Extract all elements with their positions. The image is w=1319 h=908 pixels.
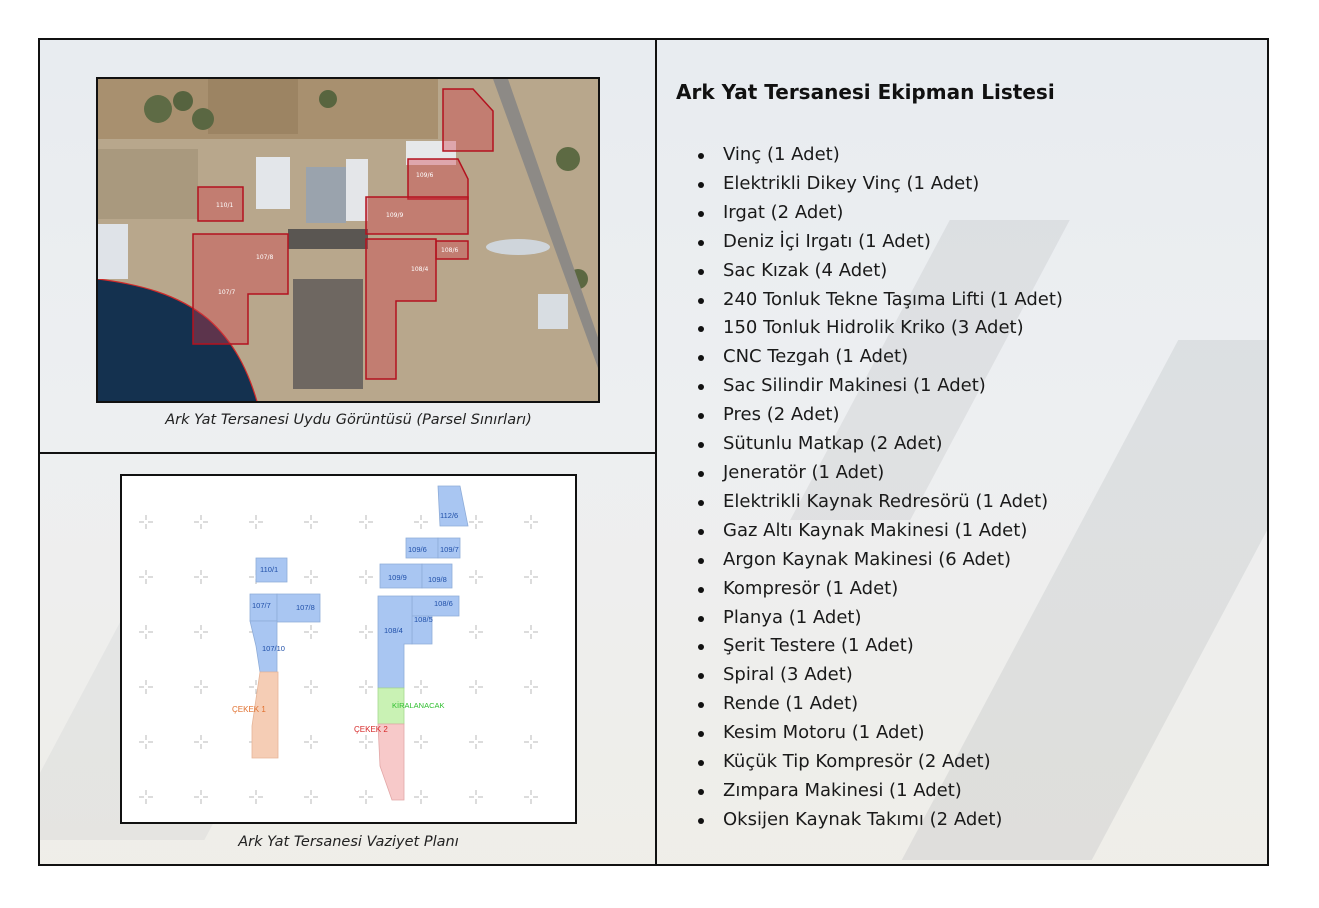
equipment-item: Elektrikli Kaynak Redresörü (1 Adet) bbox=[684, 488, 1063, 517]
site-plan-caption: Ark Yat Tersanesi Vaziyet Planı bbox=[238, 834, 459, 850]
slipway-2-label: ÇEKEK 2 bbox=[354, 725, 388, 734]
svg-text:107/7: 107/7 bbox=[252, 601, 271, 610]
svg-text:109/7: 109/7 bbox=[440, 545, 459, 554]
satellite-image-drawing bbox=[98, 79, 600, 403]
equipment-item: Oksijen Kaynak Takımı (2 Adet) bbox=[684, 806, 1063, 835]
equipment-item: Şerit Testere (1 Adet) bbox=[684, 632, 1063, 661]
svg-text:112/6: 112/6 bbox=[440, 511, 459, 520]
svg-text:107/10: 107/10 bbox=[262, 644, 285, 653]
equipment-item: Planya (1 Adet) bbox=[684, 604, 1063, 633]
svg-text:109/8: 109/8 bbox=[428, 575, 447, 584]
svg-text:108/4: 108/4 bbox=[411, 266, 429, 273]
document-frame bbox=[38, 38, 1269, 866]
equipment-item: Kesim Motoru (1 Adet) bbox=[684, 719, 1063, 748]
site-plan-drawing bbox=[122, 476, 575, 822]
svg-text:107/8: 107/8 bbox=[256, 254, 274, 261]
equipment-item: Argon Kaynak Makinesi (6 Adet) bbox=[684, 546, 1063, 575]
equipment-item: Sütunlu Matkap (2 Adet) bbox=[684, 430, 1063, 459]
svg-text:110/1: 110/1 bbox=[216, 202, 234, 209]
equipment-list-title: Ark Yat Tersanesi Ekipman Listesi bbox=[676, 80, 1055, 104]
equipment-item: 150 Tonluk Hidrolik Kriko (3 Adet) bbox=[684, 314, 1063, 343]
svg-text:108/6: 108/6 bbox=[441, 247, 459, 254]
equipment-item: Irgat (2 Adet) bbox=[684, 199, 1063, 228]
equipment-item: Deniz İçi Irgatı (1 Adet) bbox=[684, 228, 1063, 257]
svg-text:109/9: 109/9 bbox=[386, 212, 404, 219]
equipment-list bbox=[684, 141, 1063, 835]
satellite-image bbox=[96, 77, 600, 403]
rental-area-label: KİRALANACAK bbox=[392, 701, 445, 710]
equipment-item: Zımpara Makinesi (1 Adet) bbox=[684, 777, 1063, 806]
row-divider bbox=[40, 452, 657, 454]
svg-text:108/5: 108/5 bbox=[414, 615, 433, 624]
satellite-caption: Ark Yat Tersanesi Uydu Görüntüsü (Parsel Sınırları) bbox=[165, 412, 532, 428]
svg-text:108/6: 108/6 bbox=[434, 599, 453, 608]
equipment-item: Rende (1 Adet) bbox=[684, 690, 1063, 719]
svg-text:110/1: 110/1 bbox=[260, 565, 279, 574]
equipment-item: CNC Tezgah (1 Adet) bbox=[684, 343, 1063, 372]
svg-text:109/6: 109/6 bbox=[408, 545, 427, 554]
site-plan-image bbox=[120, 474, 577, 824]
equipment-item: Gaz Altı Kaynak Makinesi (1 Adet) bbox=[684, 517, 1063, 546]
slipway-1-label: ÇEKEK 1 bbox=[232, 705, 266, 714]
equipment-item: Pres (2 Adet) bbox=[684, 401, 1063, 430]
equipment-item: Spiral (3 Adet) bbox=[684, 661, 1063, 690]
svg-text:109/9: 109/9 bbox=[388, 573, 407, 582]
svg-text:107/7: 107/7 bbox=[218, 289, 236, 296]
equipment-item: Küçük Tip Kompresör (2 Adet) bbox=[684, 748, 1063, 777]
equipment-item: 240 Tonluk Tekne Taşıma Lifti (1 Adet) bbox=[684, 286, 1063, 315]
equipment-item: Sac Silindir Makinesi (1 Adet) bbox=[684, 372, 1063, 401]
equipment-item: Kompresör (1 Adet) bbox=[684, 575, 1063, 604]
svg-text:109/6: 109/6 bbox=[416, 172, 434, 179]
equipment-item: Sac Kızak (4 Adet) bbox=[684, 257, 1063, 286]
equipment-item: Vinç (1 Adet) bbox=[684, 141, 1063, 170]
equipment-item: Elektrikli Dikey Vinç (1 Adet) bbox=[684, 170, 1063, 199]
svg-text:108/4: 108/4 bbox=[384, 626, 403, 635]
svg-text:107/8: 107/8 bbox=[296, 603, 315, 612]
equipment-item: Jeneratör (1 Adet) bbox=[684, 459, 1063, 488]
